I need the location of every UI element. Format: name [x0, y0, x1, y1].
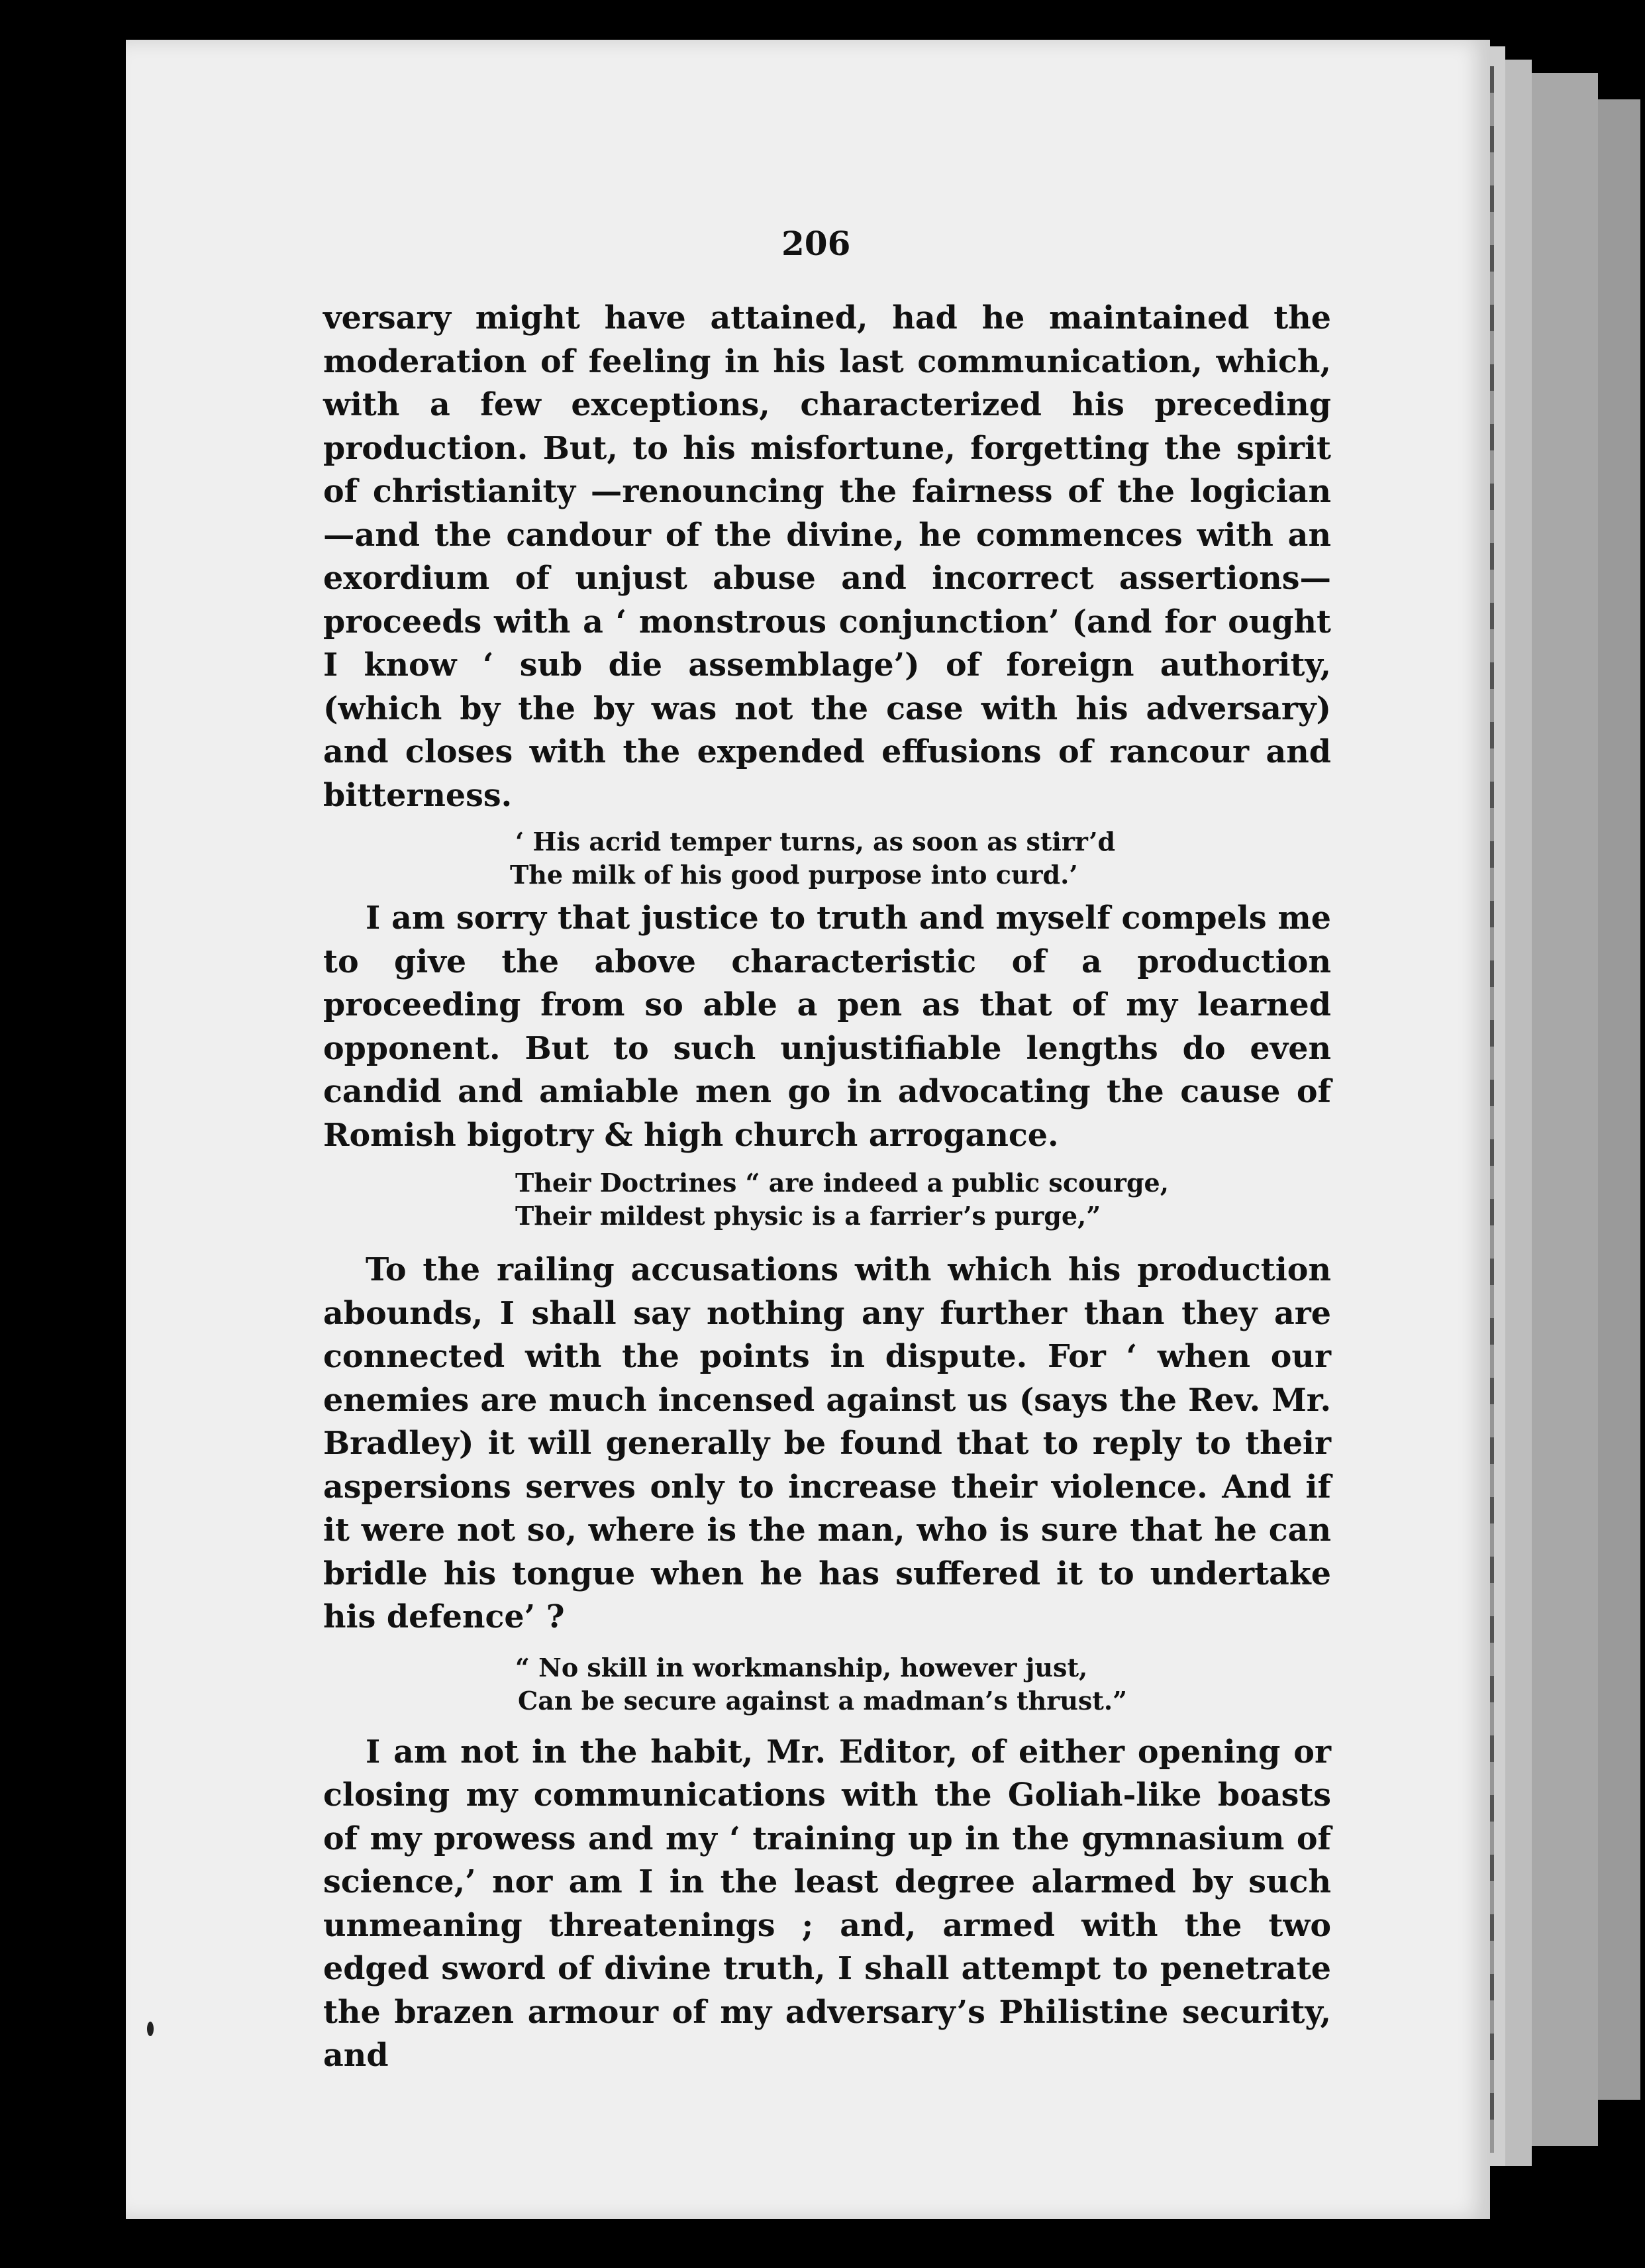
- page-edge: [1530, 73, 1598, 2146]
- paragraph: To the railing accusations with which his production abounds, I shall say nothing any further than they are connected with the points in dispute. For ‘ when our enemies are much incensed against us (says the Rev. Mr. Bradley) it will generally be found that to reply to their aspersions serves only to increase their violence. And if it were not so, where is the man, who is sure that he can bridle his tongue when he has suffered it to undertake his defence’ ?: [323, 1251, 1331, 1635]
- page-edge: [1503, 60, 1532, 2166]
- verse-quote: [515, 1651, 1331, 1718]
- body-text: [323, 297, 1331, 2078]
- ink-blot: [147, 2022, 154, 2036]
- paragraph: I am not in the habit, Mr. Editor, of either opening or closing my communications with the Goliah-like boasts of my prowess and my ‘ training up in the gymnasium of science,’ nor am I in the least degree alarmed by such unmeaning threatenings ; and, armed with the two edged sword of divine truth, I shall attempt to penetrate the brazen armour of my adversary’s Philistine security, and: [323, 1733, 1331, 2074]
- paragraph: versary might have attained, had he maintained the moderation of feeling in his last communication, which, with a few exceptions, characterized his preceding production. But, to his misfortune, forgetting the spirit of christianity —renouncing the fairness of the logician—and the candour of the divine, he commences with an exordium of unjust abuse and incorrect assertions—proceeds with a ‘ monstrous conjunction’ (and for ought I know ‘ sub die assemblage’) of foreign authority, (which by the by was not the case with his adversary) and closes with the expended effusions of rancour and bitterness.: [323, 299, 1331, 814]
- verse-quote: [510, 825, 1331, 892]
- verse-line: The milk of his good purpose into curd.’: [510, 860, 1078, 890]
- verse-line: Can be secure against a madman’s thrust.”: [518, 1685, 1127, 1716]
- verse-line: ‘ His acrid temper turns, as soon as stirr’d: [515, 827, 1116, 856]
- verse-line: “ No skill in workmanship, however just,: [515, 1652, 1088, 1682]
- verse-line: Their mildest physic is a farrier’s purge,”: [515, 1201, 1101, 1231]
- paragraph: I am sorry that justice to truth and myself compels me to give the above characteristic of a production proceeding from so able a pen as that of my learned opponent. But to such unjustifiable lengths do even candid and amiable men go in advocating the cause of Romish bigotry & high church arrogance.: [323, 900, 1331, 1154]
- page-number: 206: [781, 224, 851, 263]
- verse-line: Their Doctrines “ are indeed a public scourge,: [515, 1168, 1169, 1198]
- verse-quote: [515, 1166, 1331, 1233]
